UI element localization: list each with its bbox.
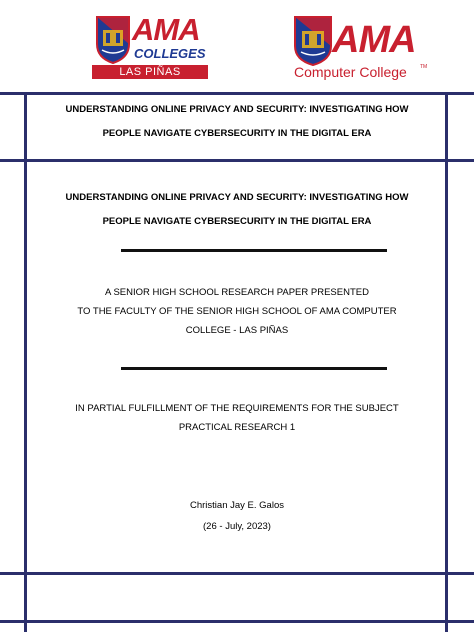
computer-college-label: Computer College [294, 64, 407, 80]
shield-icon [294, 16, 332, 66]
fulfillment-statement [40, 399, 434, 437]
header-logos [0, 0, 474, 92]
submission-date: (26 - July, 2023) [203, 521, 271, 532]
page-title-line-1: UNDERSTANDING ONLINE PRIVACY AND SECURITY: INVESTIGATING HOW [65, 192, 409, 203]
page-title [40, 186, 434, 234]
divider-rule-1 [121, 249, 387, 252]
ama-colleges-wordmark: AMA [132, 12, 200, 47]
author-block [40, 496, 434, 536]
running-title-line-1: UNDERSTANDING ONLINE PRIVACY AND SECURITY: INVESTIGATING HOW [65, 104, 409, 115]
fulfillment-line-2: PRACTICAL RESEARCH 1 [178, 422, 296, 433]
trademark-mark: TM [420, 64, 428, 70]
page-title-line-2: PEOPLE NAVIGATE CYBERSECURITY IN THE DIGITAL ERA [102, 216, 372, 227]
presentation-line-3: COLLEGE - LAS PIÑAS [185, 325, 289, 336]
ama-wordmark: AMA [332, 19, 416, 61]
running-title-line-2: PEOPLE NAVIGATE CYBERSECURITY IN THE DIGITAL ERA [102, 128, 372, 139]
running-title [40, 98, 434, 146]
presentation-statement [40, 283, 434, 340]
colleges-label: COLLEGES [134, 46, 206, 61]
author-name: Christian Jay E. Galos [190, 500, 284, 511]
shield-icon [96, 16, 130, 64]
las-pinas-banner: LAS PIÑAS [92, 65, 208, 79]
frame-line-upper [0, 159, 474, 162]
presentation-line-1: A SENIOR HIGH SCHOOL RESEARCH PAPER PRESENTED [105, 287, 369, 298]
ama-colleges-logo [92, 14, 232, 80]
ama-computer-college-logo [292, 14, 432, 80]
presentation-line-2: TO THE FACULTY OF THE SENIOR HIGH SCHOOL OF AMA COMPUTER [77, 306, 397, 317]
divider-rule-2 [121, 367, 387, 370]
frame-line-bottom [0, 620, 474, 623]
frame-line-top [0, 92, 474, 95]
frame-line-lower [0, 572, 474, 575]
fulfillment-line-1: IN PARTIAL FULFILLMENT OF THE REQUIREMENTS FOR THE SUBJECT [75, 403, 399, 414]
